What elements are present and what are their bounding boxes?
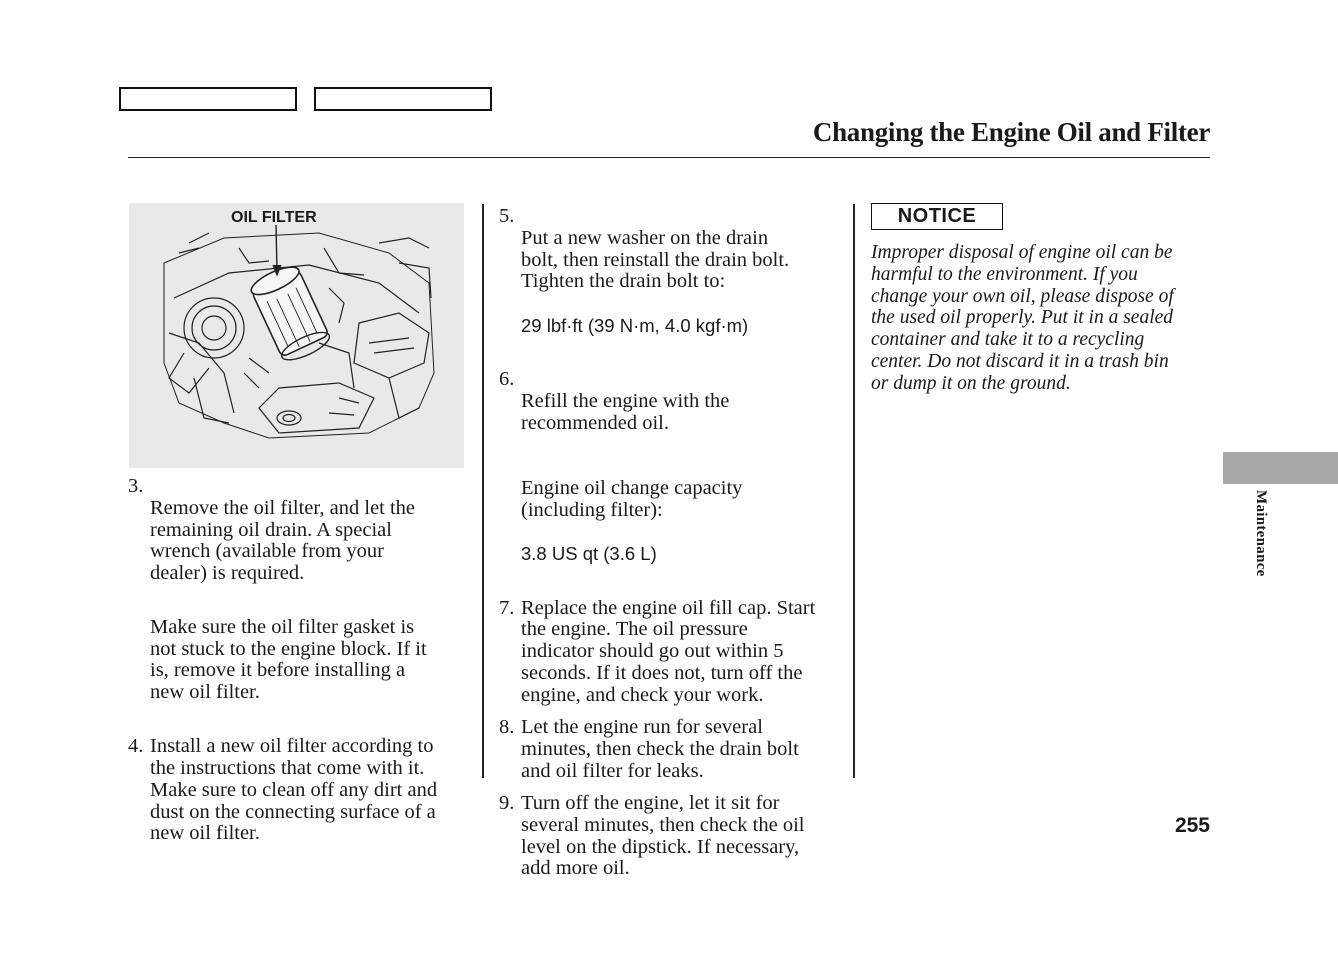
step-6 (499, 369, 844, 587)
header-rule (128, 157, 1210, 158)
notice-section (871, 203, 1211, 395)
step-9 (499, 793, 844, 880)
step-text: Refill the engine with the recommended oil. (521, 389, 730, 434)
step-text: Turn off the engine, let it sit for several minutes, then check the oil level on the dipstick. If necessary, add more oil. (521, 791, 805, 880)
column-divider-left (482, 204, 484, 778)
step-text: Replace the engine oil fill cap. Start the engine. The oil pressure indicator should go out within 5 seconds. If it does not, turn off the engine, and check your work. (521, 596, 816, 706)
section-tab[interactable] (1223, 452, 1338, 484)
step-text: Install a new oil filter according to the instructions that come with it. Make sure to clean off any dirt and dust on the connecting surface of a new oil filter. (150, 735, 438, 845)
step-text: Let the engine run for several minutes, then check the drain bolt and oil filter for leaks. (521, 716, 799, 782)
step-number: 7. (499, 596, 515, 619)
step-number: 6. (499, 368, 515, 391)
step-number: 8. (499, 716, 515, 739)
column-divider-right (853, 204, 855, 778)
step-text: Remove the oil filter, and let the remaining oil drain. A special wrench (available from your dealer) is required. (150, 496, 416, 585)
step-4 (128, 736, 473, 845)
step-number: 5. (499, 205, 515, 227)
torque-value: 29 lbf·ft (39 N·m, 4.0 kgf·m) (521, 314, 749, 336)
section-tab-label: Maintenance (1253, 490, 1269, 577)
step-number: 3. (128, 475, 144, 497)
step-number: 4. (128, 735, 144, 758)
notice-heading: NOTICE (871, 203, 1003, 230)
figure-label: OIL FILTER (231, 209, 317, 226)
step-note: Make sure the oil filter gasket is not stuck to the engine block. If it is, remove it before installing a new oil filter. (150, 615, 427, 704)
nav-button-right[interactable] (314, 87, 492, 111)
page-title: Changing the Engine Oil and Filter (812, 117, 1210, 147)
step-5 (499, 206, 844, 359)
capacity-label: Engine oil change capacity (including filter): (521, 477, 743, 521)
left-column (128, 476, 473, 856)
notice-text: Improper disposal of engine oil can be harmful to the environment. If you change your own oil, please dispose of the used oil properly. Put it in a sealed container and take it to a recycling center. Do not discard it in a trash bin or dump it on the ground. (871, 242, 1174, 394)
oil-filter-illustration (129, 203, 464, 468)
capacity-value: 3.8 US qt (3.6 L) (521, 543, 657, 565)
step-3 (128, 476, 473, 726)
engine-drawing (129, 203, 464, 468)
step-8 (499, 717, 844, 782)
step-7 (499, 598, 844, 707)
step-number: 9. (499, 791, 515, 814)
nav-button-left[interactable] (119, 87, 297, 111)
middle-column (499, 206, 844, 891)
step-text: Put a new washer on the drain bolt, then reinstall the drain bolt. Tighten the drain bolt to: (521, 226, 790, 293)
page-number: 255 (1174, 814, 1210, 837)
